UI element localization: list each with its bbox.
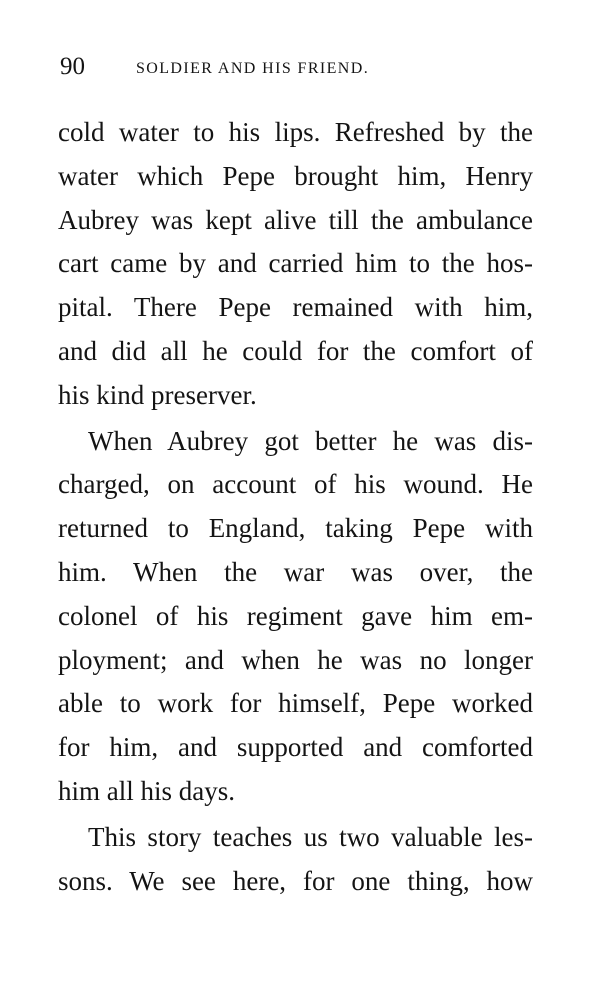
- text-line: and did all he could for the comfort of: [58, 335, 533, 366]
- text-line: cart came by and carried him to the hos-: [58, 248, 533, 279]
- text-line: him all his days.: [58, 775, 235, 806]
- page-number: 90: [60, 53, 85, 80]
- text-line: sons. We see here, for one thing, how: [58, 865, 533, 896]
- text-line: When Aubrey got better he was dis-: [88, 425, 533, 456]
- text-line: water which Pepe brought him, Henry: [58, 160, 533, 191]
- text-line: for him, and supported and comforted: [58, 732, 533, 763]
- text-line: able to work for himself, Pepe worked: [58, 688, 533, 719]
- text-line: him. When the war was over, the: [58, 556, 533, 587]
- text-line: his kind preserver.: [58, 379, 257, 410]
- running-head: SOLDIER AND HIS FRIEND.: [136, 60, 370, 77]
- text-line: cold water to his lips. Refreshed by the: [58, 117, 533, 147]
- paragraph: [58, 111, 533, 418]
- text-line: returned to England, taking Pepe with: [58, 513, 533, 544]
- page-header: [60, 52, 530, 88]
- paragraph: [58, 816, 533, 904]
- body-text: [58, 111, 533, 903]
- text-line: Aubrey was kept alive till the ambulance: [58, 204, 533, 235]
- text-line: ployment; and when he was no longer: [58, 644, 533, 675]
- text-line: This story teaches us two valuable les-: [88, 821, 533, 852]
- text-line: pital. There Pepe remained with him,: [58, 292, 533, 323]
- text-line: charged, on account of his wound. He: [58, 469, 533, 500]
- paragraph: [58, 420, 533, 814]
- text-line: colonel of his regiment gave him em-: [58, 600, 533, 631]
